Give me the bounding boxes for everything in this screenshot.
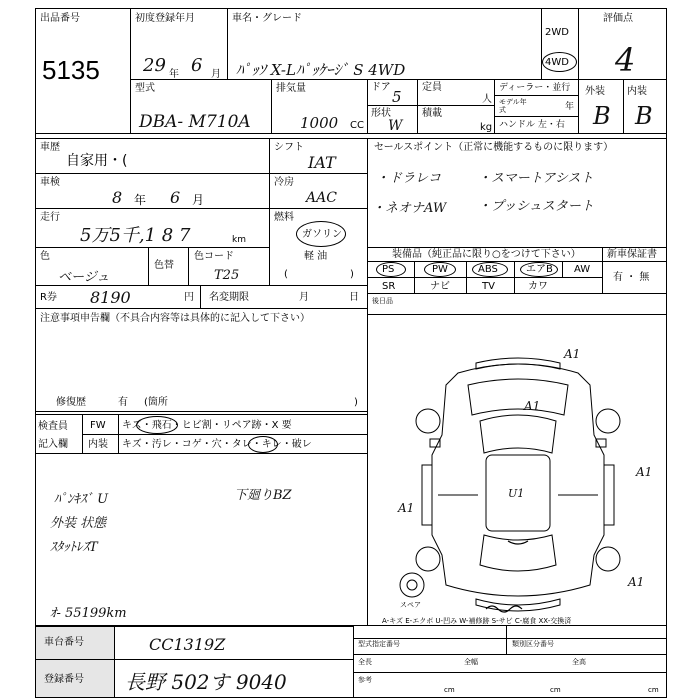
load-label: 積載 xyxy=(422,108,442,119)
capacity-label: 定員 xyxy=(422,82,442,93)
cc-unit: CC xyxy=(350,120,364,131)
memo-line-4: ｵ- 55199km xyxy=(50,606,127,621)
mileage-label: 走行 xyxy=(40,212,60,223)
doors-value: 5 xyxy=(392,88,402,106)
exterior-label: 外装 xyxy=(585,86,605,97)
sales-points-cell xyxy=(367,138,667,248)
equip-tv: TV xyxy=(482,281,495,292)
damage-mark-4: A1 xyxy=(398,501,415,515)
month-kanji-2: 月 xyxy=(192,193,205,207)
sales-label: セールスポイント（正常に機能するものに限ります） xyxy=(374,142,614,153)
windshield xyxy=(480,415,556,453)
shift-value: IAT xyxy=(308,153,336,172)
year-kanji-1: 年 xyxy=(169,69,179,80)
exterior-value: B xyxy=(593,102,611,130)
circle-tare xyxy=(248,436,278,453)
damage-mark-5: A1 xyxy=(636,465,653,479)
equip-leather: カワ xyxy=(528,281,548,292)
lot-number-cell xyxy=(35,8,131,134)
equip-navi: ナビ xyxy=(430,281,450,292)
inspector-row-fw: FW xyxy=(90,420,106,431)
model-label: 型式 xyxy=(135,83,155,94)
notes-label: 注意事項申告欄（不具合内容等は具体的に記入して下さい） xyxy=(40,313,310,324)
equip-sr: SR xyxy=(382,281,396,292)
side-line-left xyxy=(422,465,432,525)
model-value: DBA- M710A xyxy=(139,112,251,132)
divider xyxy=(118,415,119,454)
name-grade-cell xyxy=(227,8,542,80)
inspection-cell xyxy=(35,173,270,209)
shift-cell xyxy=(269,138,368,174)
color-code-value: T25 xyxy=(214,268,240,283)
year-kanji-3: 年 xyxy=(134,193,147,207)
sales-point-2: ・スマートアシスト xyxy=(478,171,594,186)
fuel-cell xyxy=(269,208,368,286)
warranty-value: 有 ・ 無 xyxy=(613,272,650,283)
cm-unit-1: cm xyxy=(444,686,455,694)
rear-items-cell xyxy=(367,293,667,315)
displacement-cell xyxy=(271,79,368,134)
fuel-paren-close: ) xyxy=(350,269,354,280)
recycle-value: 8190 xyxy=(90,288,131,307)
inspector-row-text: キズ・飛石・ヒビ割・リペア跡・X 要 xyxy=(122,420,292,431)
memo-cell xyxy=(35,453,368,626)
handle-label: ハンドル 左・右 xyxy=(499,120,565,130)
memo-right: 下廻りBZ xyxy=(234,488,292,503)
first-reg-label: 初度登録年月 xyxy=(135,13,195,24)
wheel-rear-left xyxy=(416,547,440,571)
entry-label: 記入欄 xyxy=(38,439,68,450)
score-cell xyxy=(578,8,667,80)
equip-abs: ABS xyxy=(478,264,498,275)
interior-label: 内装 xyxy=(627,86,647,97)
divider xyxy=(466,261,467,294)
plate-label-cell xyxy=(35,659,115,698)
interior-value: B xyxy=(635,102,653,130)
sales-point-3: ・ネオナAW xyxy=(372,201,447,216)
history-cell xyxy=(35,138,270,174)
chassis-label-cell xyxy=(35,626,115,660)
model-cell xyxy=(130,79,272,134)
equipment-cell xyxy=(367,247,603,294)
damage-legend: A-キズ E-エクボ U-凹み W-補修跡 S-サビ C-腐食 XX-交換済 xyxy=(382,617,572,625)
hood xyxy=(468,379,568,415)
divider xyxy=(623,80,624,134)
chassis-value-cell xyxy=(114,626,354,660)
shift-label: シフト xyxy=(274,142,304,153)
dealer-label: ディーラー・並行 xyxy=(499,83,571,93)
front-bumper xyxy=(476,358,560,369)
ref-type-label: 型式指定番号 xyxy=(358,640,400,648)
recycle-label: R券 xyxy=(40,292,57,303)
yen-unit: 円 xyxy=(184,292,194,303)
score-label: 評価点 xyxy=(603,13,633,24)
memo-line-2: 外装 状態 xyxy=(50,516,107,531)
exterior-interior-cell xyxy=(578,79,667,134)
inspection-year: 8 xyxy=(112,188,123,207)
displacement-label: 排気量 xyxy=(276,83,306,94)
inspector-label: 検査員 xyxy=(38,421,68,432)
divider xyxy=(562,261,563,278)
divider xyxy=(506,626,507,654)
divider xyxy=(354,672,667,673)
warranty-cell xyxy=(602,247,667,294)
memo-line-1: ﾊﾟﾝｷｽﾞ U xyxy=(54,492,109,507)
score-value: 4 xyxy=(615,41,636,79)
notes-cell xyxy=(35,308,368,412)
lot-number: 5135 xyxy=(42,55,100,85)
month-kanji-3: 月 xyxy=(299,292,309,303)
repair-place: (箇所 xyxy=(144,397,168,408)
equip-airbag: エアB xyxy=(526,264,553,275)
first-reg-month: 6 xyxy=(191,55,203,76)
capacity-cell xyxy=(417,79,495,106)
spare-label: スペア xyxy=(400,601,421,609)
kg-unit: kg xyxy=(480,122,493,133)
divider xyxy=(514,261,515,294)
first-registration-cell xyxy=(130,8,228,80)
memo-line-3: ｽﾀｯﾄﾚｽT xyxy=(50,540,98,555)
load-cell xyxy=(417,105,495,134)
divider xyxy=(82,434,368,435)
lot-label: 出品番号 xyxy=(40,13,80,24)
history-label: 車歴 xyxy=(40,142,60,153)
circle-pw xyxy=(424,262,456,277)
ref-width-label: 全幅 xyxy=(464,658,478,666)
rear-label: 後日品 xyxy=(372,297,393,305)
displacement-value: 1000 xyxy=(300,114,339,132)
plate-value: 長野 502す 9040 xyxy=(125,670,287,694)
color-code-label: 色コード xyxy=(194,251,234,262)
dealer-cell xyxy=(494,79,579,134)
cm-unit-2: cm xyxy=(550,686,561,694)
color-label: 色 xyxy=(40,251,50,262)
car-outline xyxy=(432,364,604,596)
color-change-label: 色替 xyxy=(154,260,174,271)
rear-window xyxy=(480,535,556,571)
repair-value: 有 xyxy=(118,397,128,408)
chassis-label: 車台番号 xyxy=(44,637,84,648)
month-kanji-1: 月 xyxy=(211,69,221,80)
plate-value-cell xyxy=(114,659,354,698)
name-grade-label: 車名・グレード xyxy=(232,13,302,24)
ref-length-label: 全長 xyxy=(358,658,372,666)
car-diagram xyxy=(368,315,666,625)
drive-cell xyxy=(541,8,579,80)
equip-aw: AW xyxy=(574,264,591,275)
wheel-front-right xyxy=(596,409,620,433)
body-value: W xyxy=(388,118,403,134)
divider xyxy=(148,248,149,286)
body-label: 形状 xyxy=(371,108,391,119)
ref-height-label: 全高 xyxy=(572,658,586,666)
inspection-label: 車検 xyxy=(40,177,60,188)
divider xyxy=(495,116,579,117)
reference-cell xyxy=(353,625,667,698)
history-value: 自家用・( xyxy=(66,153,128,169)
day-kanji: 日 xyxy=(349,292,359,303)
fuel-light: 軽 油 xyxy=(304,251,328,262)
fuel-paren: ( xyxy=(284,269,288,280)
equip-pw: PW xyxy=(432,264,448,275)
drive-2wd: 2WD xyxy=(545,27,569,38)
fuel-circle xyxy=(296,221,346,247)
mileage-value: 5万5千,1 8 7 xyxy=(80,225,191,246)
year-kanji-2: 年 xyxy=(565,102,575,112)
spare-tire xyxy=(400,573,424,597)
wheel-rear-right xyxy=(596,547,620,571)
divider xyxy=(414,261,415,294)
equip-label: 装備品（純正品に限り○をつけて下さい） xyxy=(392,249,581,260)
divider xyxy=(603,261,667,262)
first-reg-year: 29 xyxy=(143,55,166,76)
color-value: ベージュ xyxy=(58,270,110,285)
person-kanji: 人 xyxy=(482,94,492,105)
circle-scratch xyxy=(136,416,178,434)
divider xyxy=(354,654,667,655)
ac-value: AAC xyxy=(306,190,337,206)
name-change-label: 名変期限 xyxy=(209,292,249,303)
warranty-label: 新車保証書 xyxy=(607,249,657,260)
sales-point-1: ・ドラレコ xyxy=(376,171,442,186)
side-line-right xyxy=(604,465,614,525)
ac-label: 冷房 xyxy=(274,177,294,188)
equip-ps: PS xyxy=(382,264,395,275)
divider xyxy=(188,248,189,286)
divider xyxy=(495,95,579,96)
wheel-front-left xyxy=(416,409,440,433)
plate-label: 登録番号 xyxy=(44,674,84,685)
damage-mark-2: A1 xyxy=(524,399,541,413)
damage-scribble xyxy=(508,541,528,544)
ref-sub-label: 参考 xyxy=(358,676,372,684)
doors-cell xyxy=(367,79,418,106)
body-cell xyxy=(367,105,418,134)
ref-class-label: 類別区分番号 xyxy=(512,640,554,648)
rear-bumper xyxy=(476,599,560,611)
circle-airbag xyxy=(520,262,558,277)
divider xyxy=(354,638,667,639)
entry-row-text: キズ・汚レ・コゲ・穴・タレ・キレ・破レ xyxy=(122,439,312,450)
name-grade-value: ﾊﾟｯｿ X-Lﾊﾟｯｹｰｼﾞ S 4WD xyxy=(236,61,406,79)
name-change-cell xyxy=(200,285,368,309)
repair-close: ) xyxy=(354,397,358,408)
mileage-cell xyxy=(35,208,270,248)
drive-4wd-circle xyxy=(542,52,577,72)
inspection-month: 6 xyxy=(170,188,181,207)
recycle-cell xyxy=(35,285,201,309)
circle-abs xyxy=(472,262,508,277)
chassis-value: CC1319Z xyxy=(149,635,226,654)
car-diagram-area xyxy=(367,314,667,626)
color-cell xyxy=(35,247,270,286)
damage-mark-3: U1 xyxy=(508,487,525,500)
damage-mark-1: A1 xyxy=(564,347,581,361)
cm-unit-3: cm xyxy=(648,686,659,694)
ac-cell xyxy=(269,173,368,209)
circle-ps xyxy=(376,262,406,277)
sales-point-4: ・プッシュスタート xyxy=(478,199,594,214)
drive-4wd: 4WD xyxy=(545,57,569,68)
model-year-label: モデル年式 xyxy=(499,98,527,114)
inspector-cell xyxy=(35,414,368,454)
fuel-label: 燃料 xyxy=(274,212,294,223)
entry-row-interior: 内装 xyxy=(88,439,108,450)
doors-label: ドア xyxy=(371,82,391,93)
damage-mark-6: A1 xyxy=(628,575,645,589)
km-unit: km xyxy=(232,235,246,245)
fuel-value: ガソリン xyxy=(302,229,342,240)
divider xyxy=(368,277,603,278)
repair-label: 修復歴 xyxy=(56,397,86,408)
spare-tire-hub xyxy=(407,580,417,590)
